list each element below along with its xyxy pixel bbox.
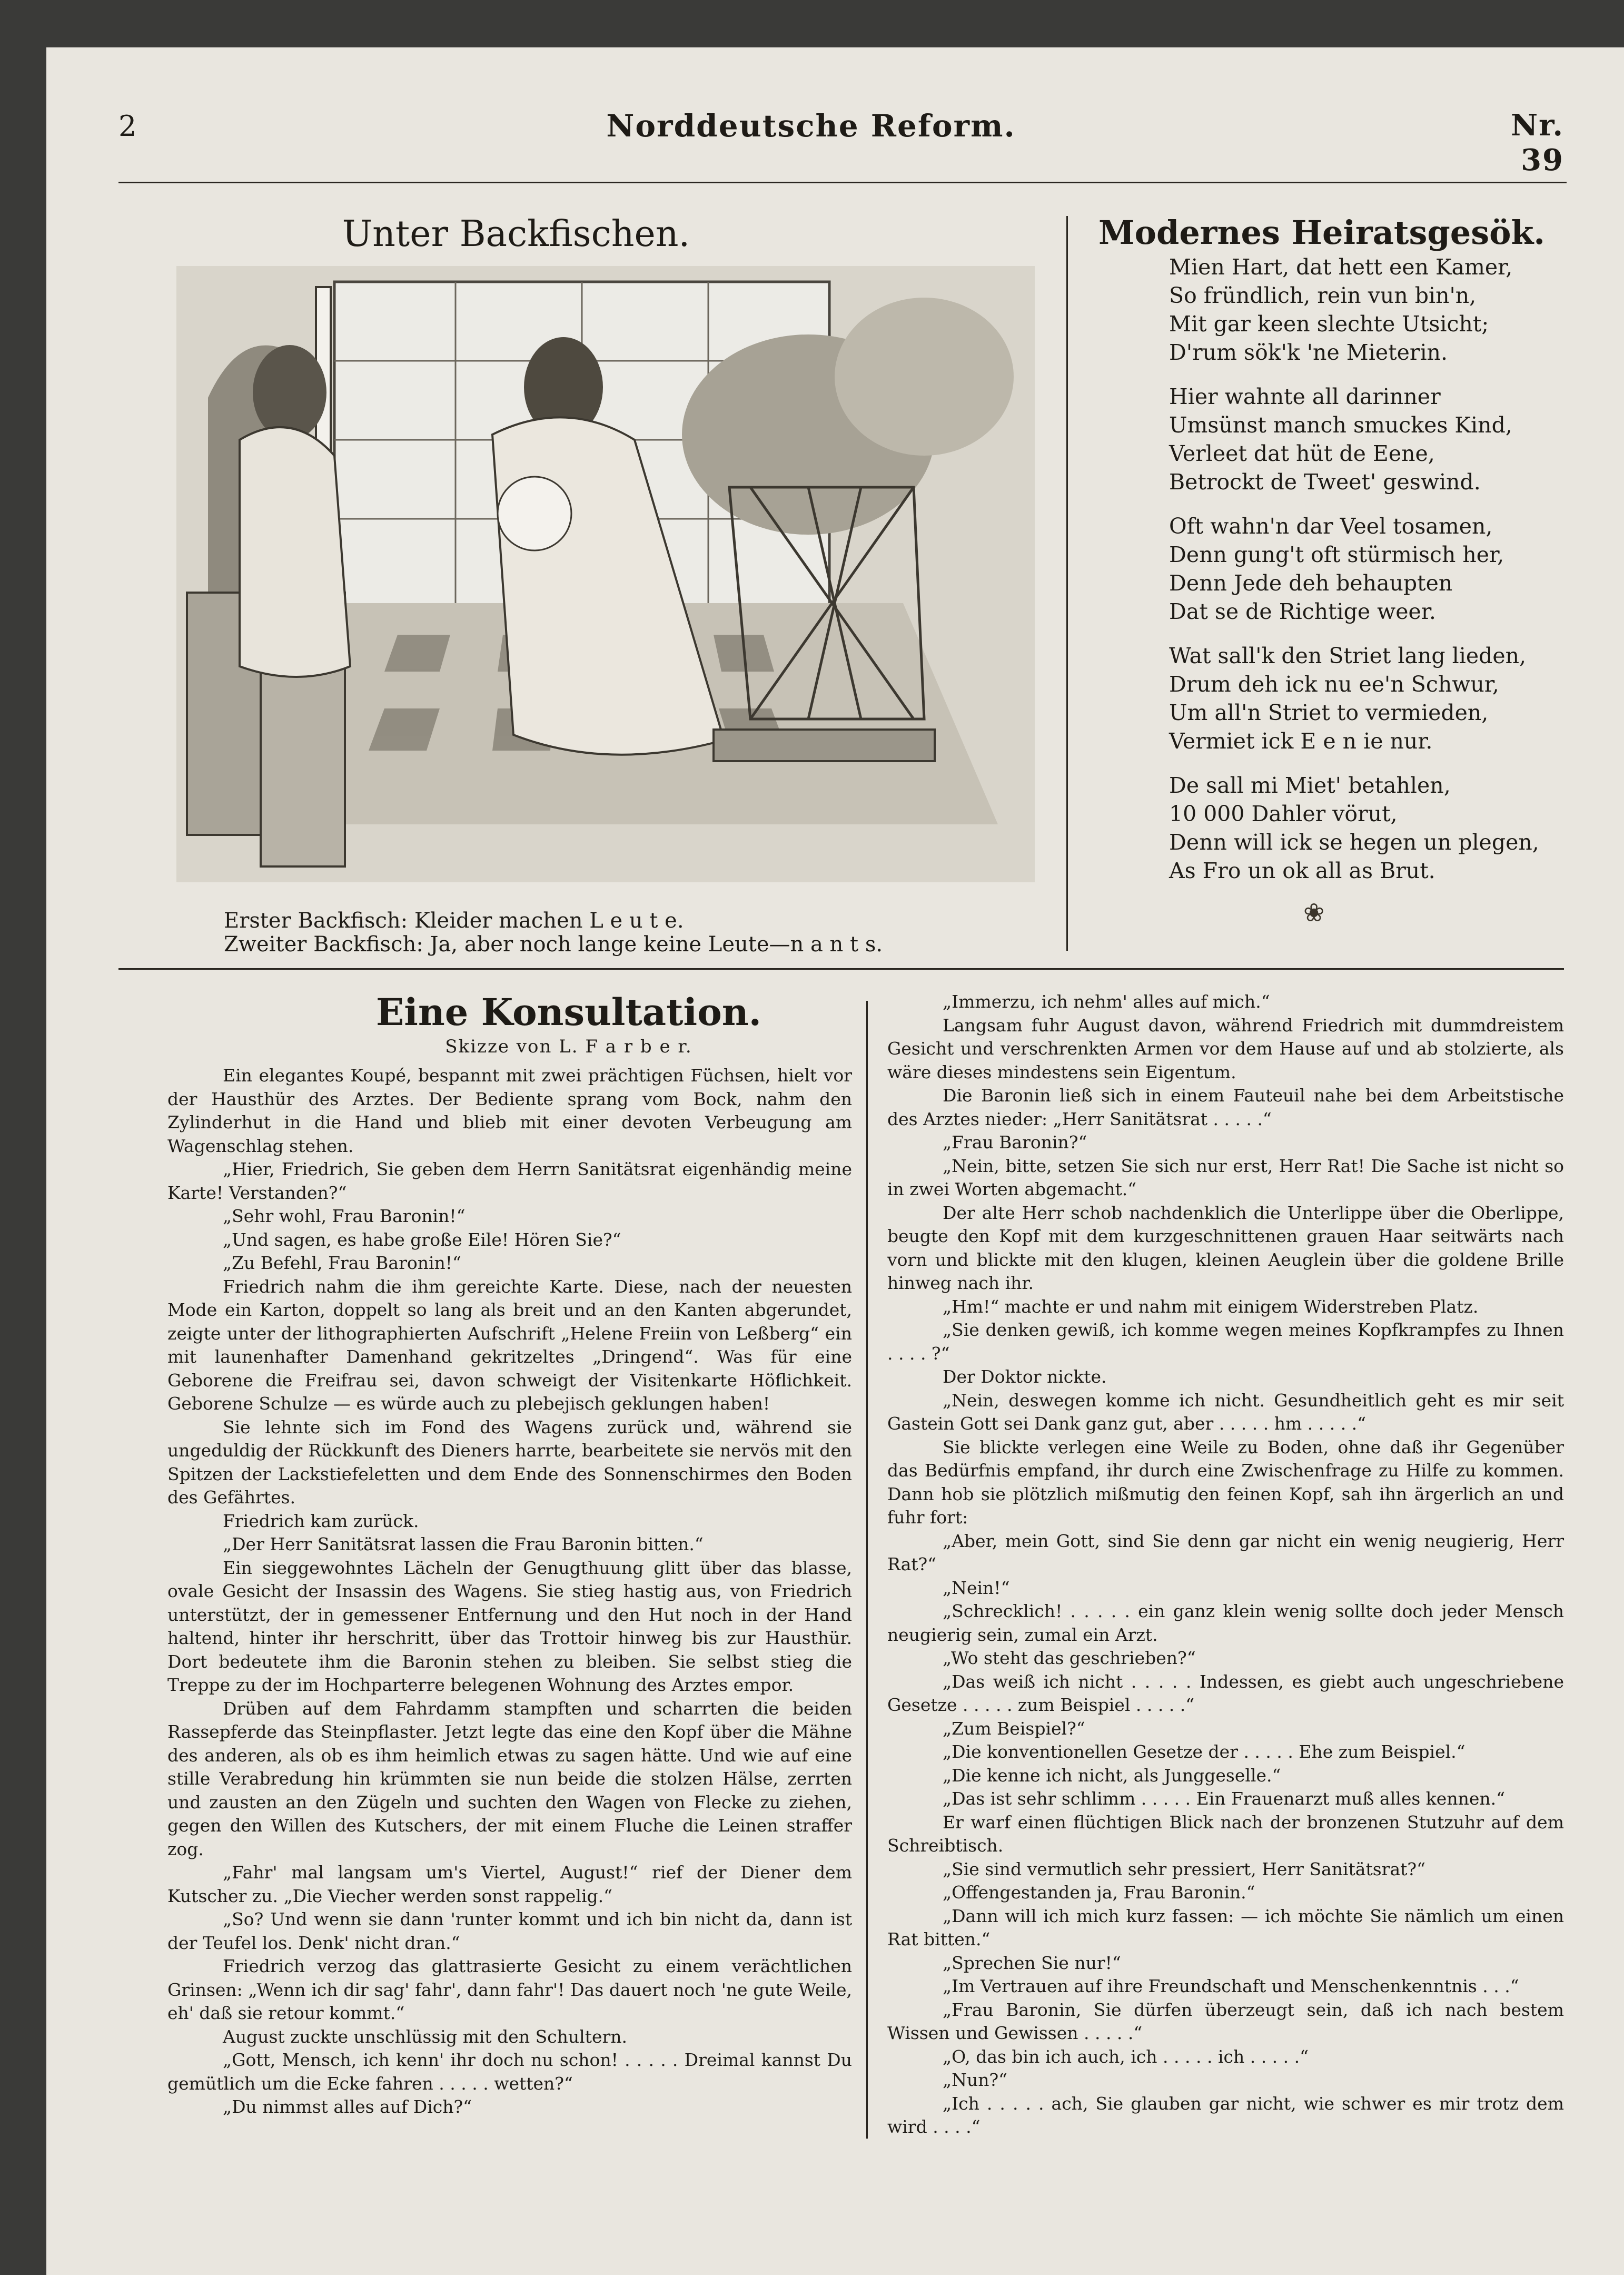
paragraph: „Sie denken gewiß, ich komme wegen meines Kopfkrampfes zu Ihnen . . . . ?“ [887, 1319, 1564, 1364]
paragraph: „Sie sind vermutlich sehr pressiert, Herr Sanitätsrat?“ [943, 1858, 1425, 1879]
paragraph: „Immerzu, ich nehm' alles auf mich.“ [943, 991, 1270, 1012]
paragraph: Friedrich kam zurück. [223, 1510, 419, 1531]
butterfly-ornament-icon: ❀ [1303, 898, 1325, 928]
paragraph: „Nun?“ [943, 2070, 1008, 2090]
paragraph: Sie lehnte sich im Fond des Wagens zurück und, während sie ungeduldig der Rückkunft des Dieners harrte, bearbeitete sie nervös mit den Spitzen der Lackstiefeletten und dem Ende des Sonnenschirmes den Boden des Gefährtes. [167, 1416, 852, 1508]
poem-line: Um all'n Striet to vermieden, [1169, 700, 1489, 725]
paragraph: „Zum Beispiel?“ [943, 1718, 1085, 1739]
paragraph: „So? Und wenn sie dann 'runter kommt und ich bin nicht da, dann ist der Teufel los. Denk' nicht dran.“ [167, 1909, 852, 1953]
paragraph: „Sprechen Sie nur!“ [943, 1952, 1121, 1973]
paragraph: „Aber, mein Gott, sind Sie denn gar nicht ein wenig neugierig, Herr Rat?“ [887, 1530, 1564, 1574]
paragraph: „Wo steht das geschrieben?“ [943, 1648, 1196, 1668]
paragraph: Sie blickte verlegen eine Weile zu Boden, ohne daß ihr Gegenüber das Bedürfnis empfand, ihr durch eine Zwischenfrage zu Hilfe zu kommen. Dann hob sie plötzlich mißmutig den feinen Kopf, sah ihn ärgerlich an und fuhr fort: [887, 1436, 1564, 1528]
paragraph: Drüben auf dem Fahrdamm stampften und scharrten die beiden Rassepferde das Steinpflaster. Jetzt legte das eine den Kopf über die Mähne des anderen, als ob es ihm heimlich etwas zu sagen hätte. Und wie auf eine stille Verabredung hin krümmten sie nun beide die stolzen Hälse, zerrten und zausten an den Zügeln und suchten den Wagen von Flecke zu ziehen, gegen den Willen des Kutschers, der mit einem Fluche die Leinen straffer zog. [167, 1698, 852, 1859]
poem-line: D'rum sök'k 'ne Mieterin. [1169, 340, 1448, 365]
paragraph: „Frau Baronin?“ [943, 1132, 1087, 1153]
poem-line: Mit gar keen slechte Utsicht; [1169, 311, 1489, 337]
paragraph: Friedrich verzog das glattrasierte Gesicht zu einem verächtlichen Grinsen: „Wenn ich dir sag' fahr', dann fahr'! Das dauert noch 'ne gute Weile, eh' daß sie retour kommt.“ [167, 1956, 852, 2023]
paragraph: Er warf einen flüchtigen Blick nach der bronzenen Stutzuhr auf dem Schreibtisch. [887, 1811, 1564, 1856]
poem-stanza [1169, 253, 1569, 367]
poem-line: Drum deh ick nu ee'n Schwur, [1169, 672, 1499, 697]
poem [1169, 253, 1569, 901]
paragraph: „Im Vertrauen auf ihre Freundschaft und Menschenkenntnis . . .“ [943, 1976, 1519, 1996]
section-rule [118, 968, 1564, 970]
header-rule [118, 182, 1567, 183]
story-title: Eine Konsultation. [375, 990, 762, 1034]
poem-line: Hier wahnte all darinner [1169, 384, 1441, 409]
paragraph: „Zu Befehl, Frau Baronin!“ [223, 1253, 461, 1273]
poem-line: Wat sall'k den Striet lang lieden, [1169, 643, 1527, 668]
poem-line: 10 000 Dahler vörut, [1169, 801, 1398, 826]
caption-line-2: Zweiter Backfisch: Ja, aber noch lange keine Leute—n a n t s. [224, 932, 883, 957]
illustration-image [176, 266, 1035, 882]
poem-line: Betrockt de Tweet' geswind. [1169, 469, 1481, 495]
story-left-column [167, 1064, 852, 2119]
newspaper-title: Norddeutsche Reform. [606, 108, 1016, 144]
poem-line: Oft wahn'n dar Veel tosamen, [1169, 514, 1493, 539]
paragraph: Der alte Herr schob nachdenklich die Unterlippe über die Oberlippe, beugte den Kopf mit dem kurzgeschnittenen grauen Haar seitwärts nach vorn und blickte mit den klugen, kleinen Aeuglein über die goldene Brille hinweg nach ihr. [887, 1202, 1564, 1293]
paragraph: „Nein!“ [943, 1577, 1010, 1598]
paragraph: „Nein, bitte, setzen Sie sich nur erst, Herr Rat! Die Sache ist nicht so in zwei Worten abgemacht.“ [887, 1155, 1564, 1199]
column-divider-bottom [866, 1001, 868, 2139]
paragraph: „Und sagen, es habe große Eile! Hören Sie?“ [223, 1229, 621, 1250]
story-right-column [887, 990, 1564, 2139]
poem-stanza [1169, 771, 1569, 885]
paragraph: „Frau Baronin, Sie dürfen überzeugt sein, daß ich nach bestem Wissen und Gewissen . . . . .“ [887, 1999, 1564, 2043]
poem-line: Vermiet ick E e n ie nur. [1169, 728, 1433, 754]
poem-line: Mien Hart, dat hett een Kamer, [1169, 254, 1513, 280]
caption-line-1: Erster Backfisch: Kleider machen L e u t e. [224, 909, 684, 933]
paragraph: „Ich . . . . . ach, Sie glauben gar nicht, wie schwer es mir trotz dem wird . . . .“ [887, 2093, 1564, 2137]
paragraph: Der Doktor nickte. [943, 1366, 1107, 1387]
paragraph: „Das weiß ich nicht . . . . . Indessen, es giebt auch ungeschriebene Gesetze . . . . . zum Beispiel . . . . .“ [887, 1671, 1564, 1715]
poem-line: Umsünst manch smuckes Kind, [1169, 412, 1512, 438]
poem-line: So fründlich, rein vun bin'n, [1169, 283, 1477, 308]
paragraph: „Fahr' mal langsam um's Viertel, August!“ rief der Diener dem Kutscher zu. „Die Viecher werden sonst rappelig.“ [167, 1862, 852, 1906]
paragraph: Friedrich nahm die ihm gereichte Karte. Diese, nach der neuesten Mode ein Karton, doppelt so lang als breit und an den Kanten abgerundet, zeigte unter der lithographierten Aufschrift „Helene Freiin von Leßberg“ ein mit launenhafter Damenhand gekritzeltes „Dringend“. Was für eine Geborene die Freifrau sei, davon schweigt der Visitenkarte Höflichkeit. Geborene Schulze — es würde auch zu plebejisch geklungen haben! [167, 1276, 852, 1414]
paragraph: „Gott, Mensch, ich kenn' ihr doch nu schon! . . . . . Dreimal kannst Du gemütlich um die Ecke fahren . . . . . wetten?“ [167, 2050, 852, 2094]
column-divider-top [1066, 216, 1068, 951]
paragraph: Ein sieggewohntes Lächeln der Genugthuung glitt über das blasse, ovale Gesicht der Insassin des Wagens. Sie stieg hastig aus, von Friedrich unterstützt, der in gemessener Entfernung und den Hut noch in der Hand haltend, hinter ihr herschritt, über das Trottoir hinweg bis zur Hausthür. Dort bedeutete ihm die Baronin stehen zu bleiben. Sie selbst stieg die Treppe zu der im Hochparterre belegenen Wohnung des Arztes empor. [167, 1557, 852, 1695]
paragraph: „Die konventionellen Gesetze der . . . . . Ehe zum Beispiel.“ [943, 1741, 1465, 1762]
poem-stanza [1169, 512, 1569, 626]
paragraph: „Du nimmst alles auf Dich?“ [223, 2096, 472, 2117]
paragraph: Ein elegantes Koupé, bespannt mit zwei prächtigen Füchsen, hielt vor der Hausthür des Arztes. Der Bediente sprang vom Bock, nahm den Zylinderhut in die Hand und blieb mit einer devoten Verbeugung am Wagenschlag stehen. [167, 1065, 852, 1156]
paragraph: „Die kenne ich nicht, als Junggeselle.“ [943, 1765, 1281, 1786]
poem-title: Modernes Heiratsgesök. [1098, 213, 1546, 252]
paragraph: Die Baronin ließ sich in einem Fauteuil nahe bei dem Arbeitstische des Arztes nieder: „Herr Sanitätsrat . . . . .“ [887, 1085, 1564, 1129]
poem-line: Denn gung't oft stürmisch her, [1169, 542, 1504, 567]
paragraph: August zuckte unschlüssig mit den Schultern. [223, 2026, 628, 2047]
poem-line: Denn will ick se hegen un plegen, [1169, 830, 1539, 855]
paragraph: „O, das bin ich auch, ich . . . . . ich . . . . .“ [943, 2046, 1309, 2067]
poem-line: De sall mi Miet' betahlen, [1169, 773, 1451, 798]
paragraph: „Das ist sehr schlimm . . . . . Ein Frauenarzt muß alles kennen.“ [943, 1788, 1505, 1809]
poem-line: Dat se de Richtige weer. [1169, 599, 1436, 624]
paragraph: „Sehr wohl, Frau Baronin!“ [223, 1206, 466, 1226]
paragraph: „Schrecklich! . . . . . ein ganz klein wenig sollte doch jeder Mensch neugierig sein, zumal ein Arzt. [887, 1601, 1564, 1645]
paragraph: „Nein, deswegen komme ich nicht. Gesundheitlich geht es mir seit Gastein Gott sei Dank ganz gut, aber . . . . . hm . . . . .“ [887, 1390, 1564, 1434]
poem-stanza [1169, 382, 1569, 496]
story-byline: Skizze von L. F a r b e r. [445, 1036, 692, 1057]
paragraph: „Offengestanden ja, Frau Baronin.“ [943, 1882, 1255, 1903]
poem-line: Denn Jede deh behaupten [1169, 570, 1453, 596]
issue-number: Nr. 39 [1510, 108, 1564, 178]
paragraph: „Dann will ich mich kurz fassen: — ich möchte Sie nämlich um einen Rat bitten.“ [887, 1905, 1564, 1949]
poem-line: As Fro un ok all as Brut. [1169, 858, 1435, 883]
page-number: 2 [118, 110, 137, 143]
paragraph: Langsam fuhr August davon, während Friedrich mit dummdreistem Gesicht und verschrenkten Armen vor dem Hause auf und ab stolzierte, als wäre dieses mindestens sein Eigentum. [887, 1015, 1564, 1082]
poem-line: Verleet dat hüt de Eene, [1169, 441, 1435, 466]
paragraph: „Hier, Friedrich, Sie geben dem Herrn Sanitätsrat eigenhändig meine Karte! Verstanden?“ [167, 1159, 852, 1203]
illustration-title: Unter Backfischen. [342, 213, 690, 255]
paragraph: „Der Herr Sanitätsrat lassen die Frau Baronin bitten.“ [223, 1534, 704, 1554]
poem-stanza [1169, 642, 1569, 755]
paragraph: „Hm!“ machte er und nahm mit einigem Widerstreben Platz. [943, 1296, 1479, 1317]
